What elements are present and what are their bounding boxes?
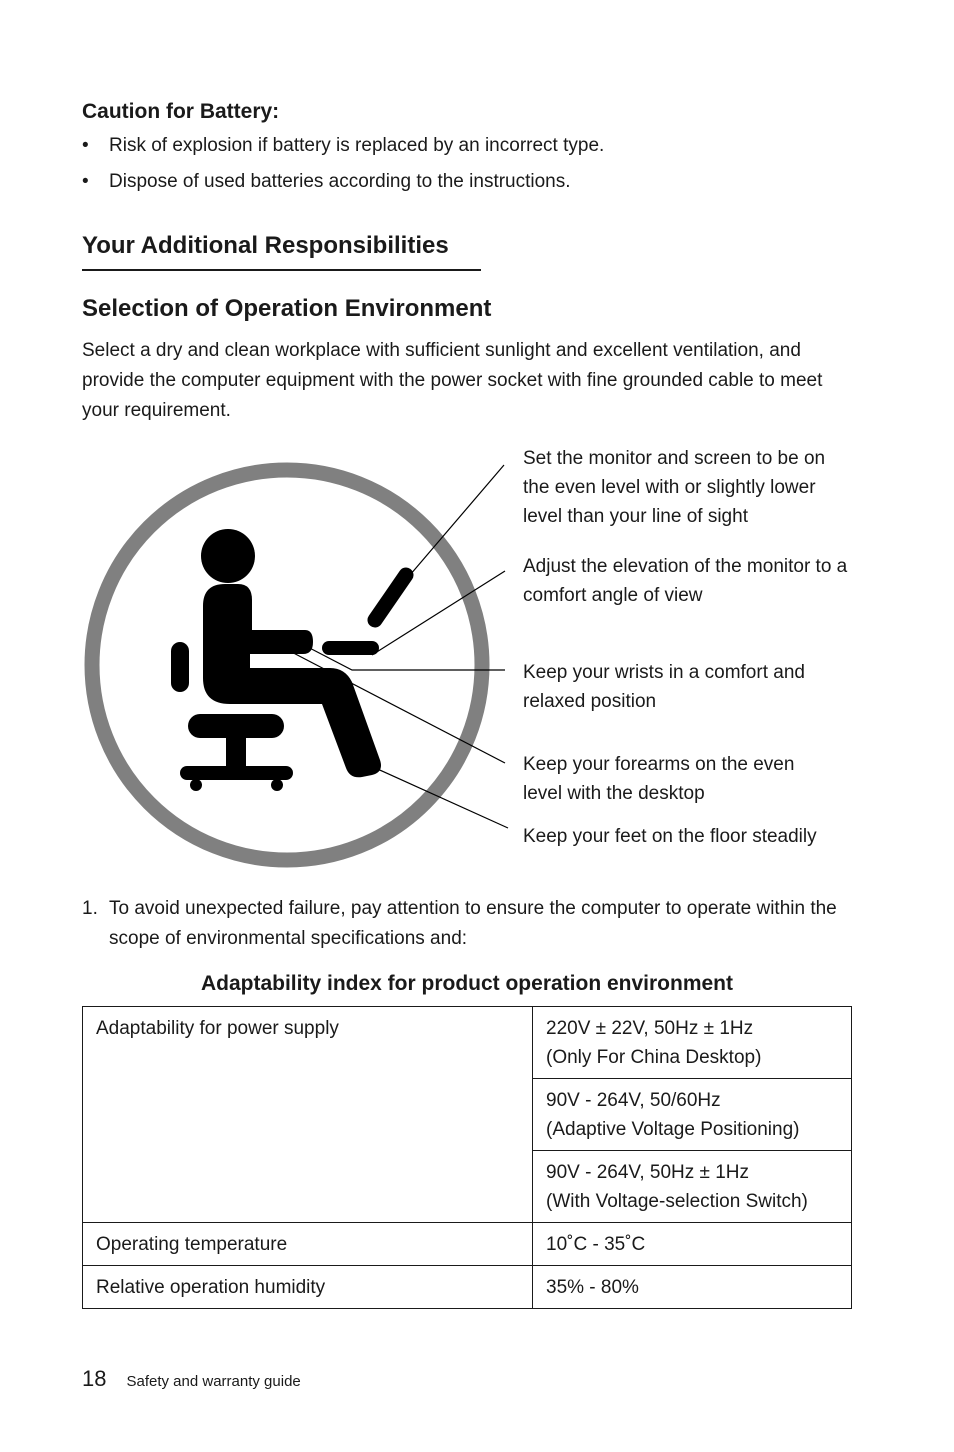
caution-bullet-1: Risk of explosion if battery is replaced by an incorrect type.	[109, 135, 605, 156]
caution-list	[82, 132, 604, 204]
chair-wheel-right	[271, 779, 283, 791]
numbered-item	[82, 894, 862, 954]
figure-label-monitor-elevation: Adjust the elevation of the monitor to a comfort angle of view	[523, 556, 848, 606]
item-number: 1.	[82, 898, 98, 919]
ergonomic-posture-illustration	[75, 440, 515, 880]
power-option-1-note: (Only For China Desktop)	[546, 1047, 762, 1068]
page-footer	[82, 1366, 301, 1392]
footer-title: Safety and warranty guide	[126, 1373, 301, 1390]
power-option-3	[533, 1151, 852, 1223]
table-title: Adaptability index for product operation environment	[200, 972, 734, 995]
temperature-value: 10˚C - 35˚C	[533, 1223, 852, 1266]
chair-post-shape	[226, 736, 246, 770]
monitor-shape	[375, 575, 406, 620]
chair-seat-shape	[188, 714, 284, 738]
callout-line-feet	[362, 762, 508, 828]
chair-back-shape	[171, 642, 189, 692]
selection-intro: Select a dry and clean workplace with sufficient sunlight and excellent ventilation, and provide the computer equipment with the power socket with fine grounded cable to meet your requirement.	[82, 340, 823, 421]
figure-label-feet: Keep your feet on the floor steadily	[523, 826, 817, 847]
power-option-2	[533, 1079, 852, 1151]
power-option-1	[533, 1007, 852, 1079]
environment-spec-table	[82, 1006, 852, 1309]
power-option-3-value: 90V - 264V, 50Hz ± 1Hz	[546, 1162, 750, 1183]
page-number: 18	[82, 1366, 107, 1391]
power-option-2-value: 90V - 264V, 50/60Hz	[546, 1090, 721, 1111]
bullet-icon: •	[82, 135, 89, 156]
table-row	[83, 1266, 852, 1309]
power-option-1-value: 220V ± 22V, 50Hz ± 1Hz	[546, 1018, 754, 1039]
chair-base-shape	[180, 766, 293, 780]
caution-bullet-2: Dispose of used batteries according to the instructions.	[109, 171, 571, 192]
figure-label-wrists: Keep your wrists in a comfort and relaxed position	[523, 662, 805, 712]
power-option-2-note: (Adaptive Voltage Positioning)	[546, 1119, 800, 1140]
caution-heading: Caution for Battery:	[82, 100, 280, 123]
list-item	[82, 168, 604, 204]
figure-label-monitor-level: Set the monitor and screen to be on the even level with or slightly lower level than your line of sight	[523, 448, 826, 527]
temperature-label: Operating temperature	[83, 1223, 533, 1266]
table-row	[83, 1007, 852, 1079]
head-shape	[201, 529, 255, 583]
power-option-3-note: (With Voltage-selection Switch)	[546, 1191, 808, 1212]
table-row	[83, 1223, 852, 1266]
item-text: To avoid unexpected failure, pay attention to ensure the computer to operate within the scope of environmental specifications and:	[109, 898, 837, 949]
power-supply-label: Adaptability for power supply	[83, 1007, 533, 1223]
bullet-icon: •	[82, 171, 89, 192]
chair-wheel-left	[190, 779, 202, 791]
humidity-label: Relative operation humidity	[83, 1266, 533, 1309]
selection-heading: Selection of Operation Environment	[82, 295, 492, 322]
figure-label-forearms: Keep your forearms on the even level with the desktop	[523, 754, 795, 804]
list-item	[82, 132, 604, 168]
humidity-value: 35% - 80%	[533, 1266, 852, 1309]
keyboard-shape	[322, 641, 379, 655]
responsibilities-heading: Your Additional Responsibilities	[82, 232, 481, 271]
figure-circle	[92, 470, 482, 860]
